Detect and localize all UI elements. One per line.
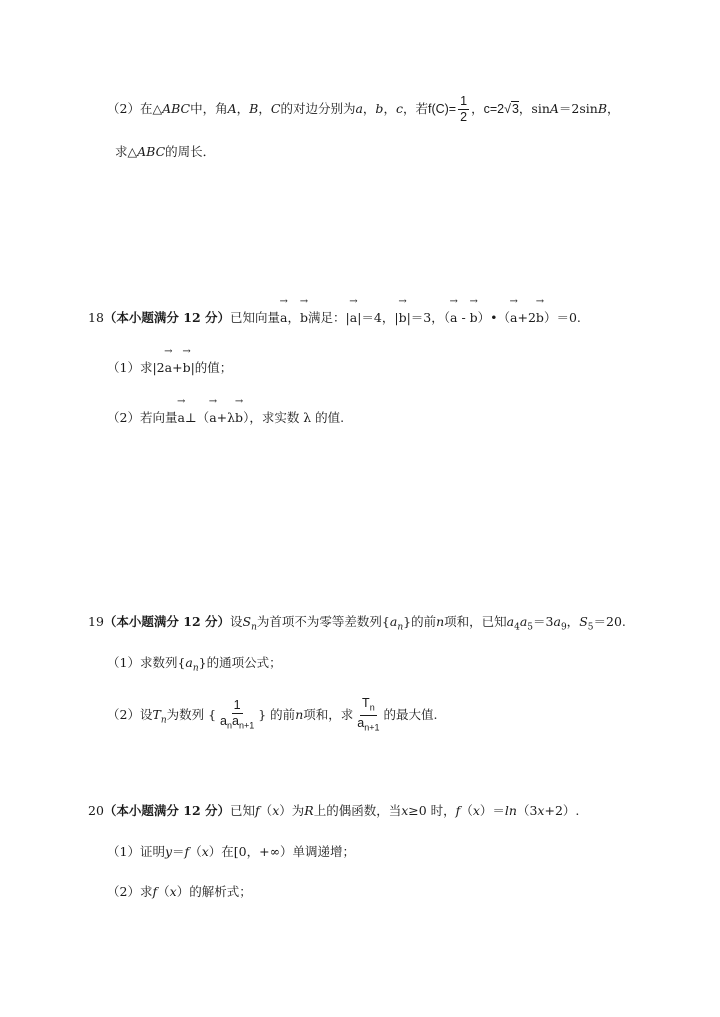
q18-header: （本小题满分 12 分） bbox=[103, 310, 231, 325]
q19-header: （本小题满分 12 分） bbox=[103, 614, 231, 629]
q18-part2: （2）若向量→ a⊥（→ a+λ→ b），求实数 λ 的值. bbox=[107, 408, 344, 428]
fraction-tn-over-an1: $\frac{T_n}{a_{n+1}}$ bbox=[357, 695, 380, 733]
q18-stem: 18（本小题满分 12 分）已知向量→ a，→ b满足：|→ a|＝4，|→ b|＝3，（→ a - → b）•（→ a+2→ b）＝0. bbox=[88, 308, 581, 328]
q17-part2-line2: 求△ABC的周长． bbox=[115, 144, 216, 159]
q20-header: （本小题满分 12 分） bbox=[103, 803, 231, 818]
q20-part1: （1）证明y＝f（x）在[0，+∞）单调递增； bbox=[107, 844, 355, 859]
q20-part2: （2）求f（x）的解析式； bbox=[107, 884, 252, 899]
q18-part1: （1）求|2→ a+→ b|的值； bbox=[107, 358, 232, 378]
fraction-one-half: $\frac{1}{2}$ bbox=[460, 94, 468, 124]
q19-part1: （1）求数列$\{a_n\}$的通项公式； bbox=[107, 655, 282, 674]
fraction-reciprocal: $\frac{1}{a_na_{n+1}}$ bbox=[220, 697, 255, 731]
q19-stem: 19（本小题满分 12 分）设$S_n$为首项不为零等差数列$\{a_n\}$的前n项和，已知$a_4a_5=3a_9$，$S_5=20$. bbox=[88, 614, 626, 633]
q17-part2-line1: （2）在△ABC中，角A，B，C的对边分别为a，b，c，若f(C)= $\frac{1}{2}$ ，c=2√3，sinA＝2sinB， bbox=[107, 94, 620, 124]
q19-part2: （2）设$T_n$为数列 { $\frac{1}{a_na_{n+1}}$ } 的前n项和，求 $\frac{T_n}{a_{n+1}}$ 的最大值. bbox=[107, 693, 437, 743]
sqrt-symbol: √ bbox=[504, 102, 511, 116]
q20-stem: 20（本小题满分 12 分）已知f（x）为R上的偶函数，当x≥0 时，f（x）＝ln（3x+2）. bbox=[88, 803, 580, 818]
f-of-c: f(C)= bbox=[427, 102, 457, 116]
